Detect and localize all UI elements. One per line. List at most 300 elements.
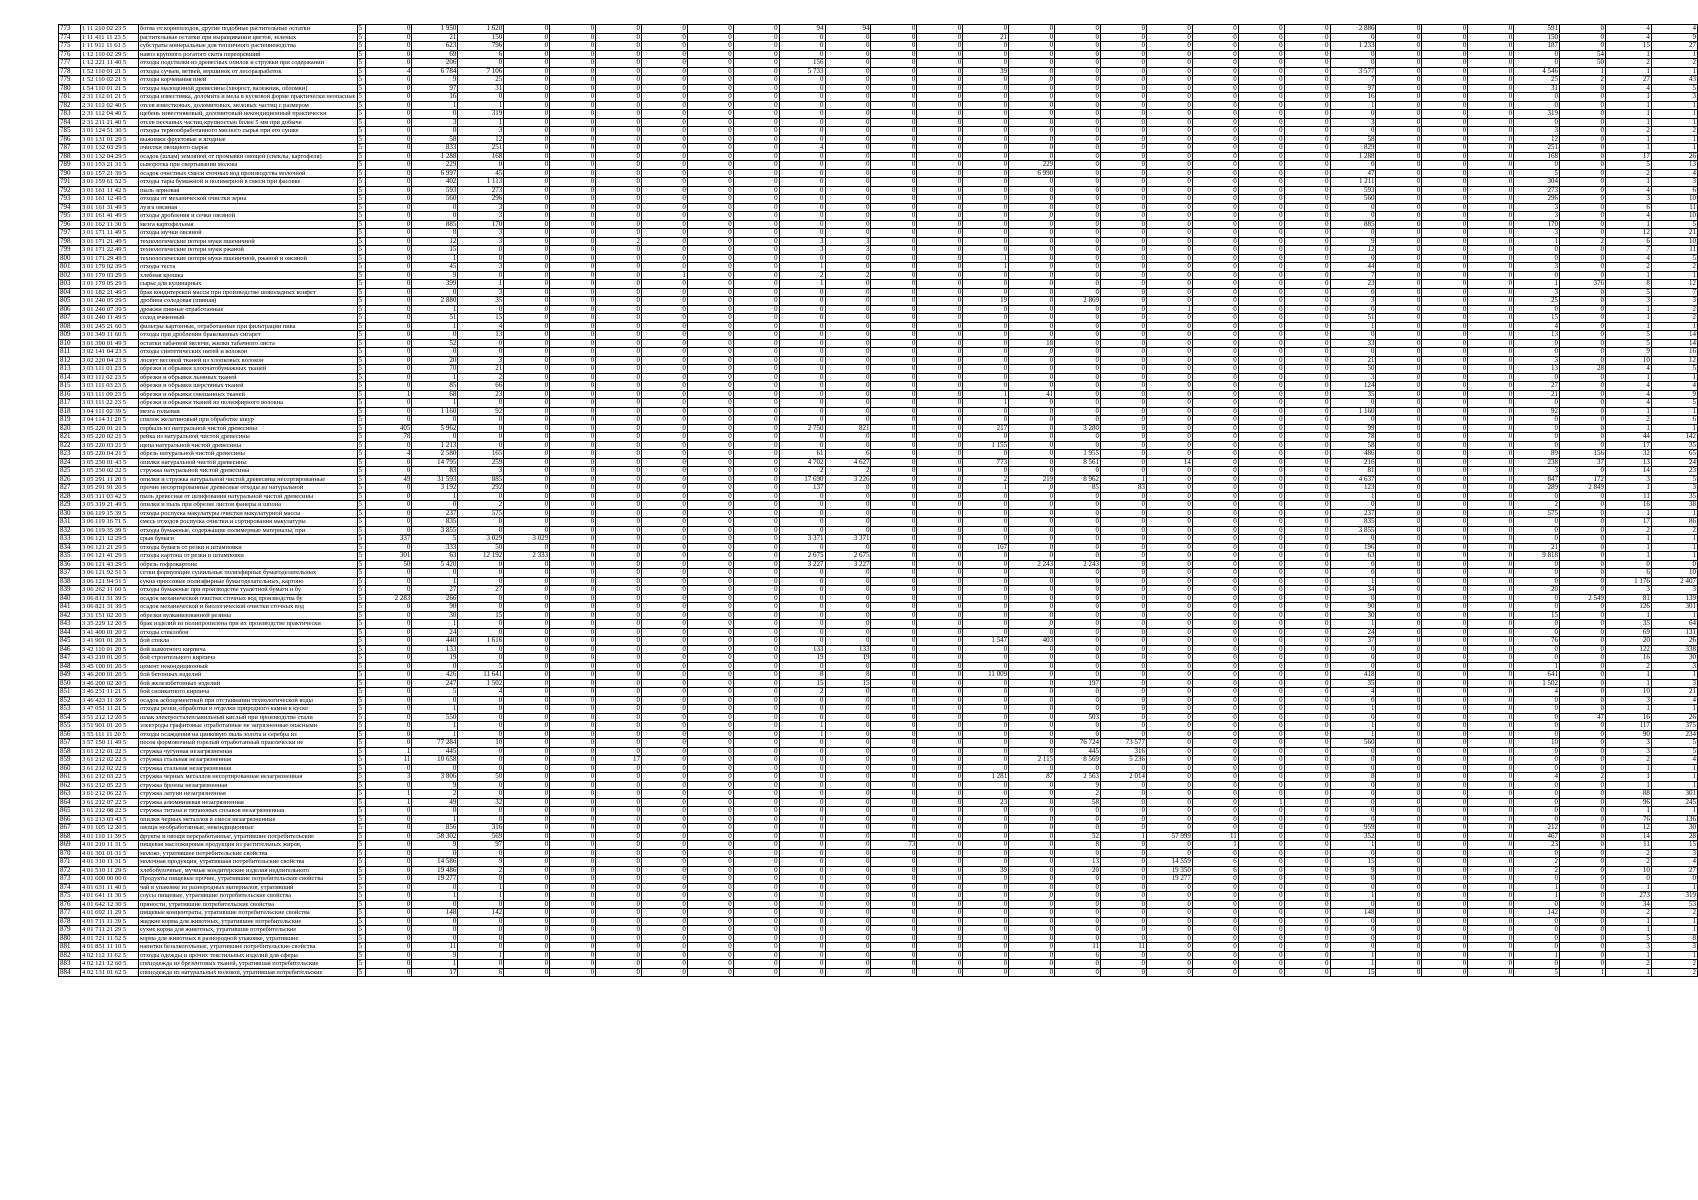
value-cell: 1	[458, 280, 504, 289]
value-cell: 0	[1376, 696, 1422, 705]
value-cell: 4	[1651, 696, 1697, 705]
value-cell: 0	[1422, 186, 1468, 195]
value-cell: 0	[1009, 382, 1055, 391]
value-cell: 3	[1330, 373, 1376, 382]
value-cell: 0	[1560, 212, 1606, 221]
value-cell: 0	[504, 696, 550, 705]
value-cell: 0	[1605, 560, 1651, 569]
waste-name-cell: ботва от корнеплодов, другие подобные растительные остатки	[138, 25, 357, 34]
table-row	[59, 807, 1698, 816]
value-cell: 0	[871, 246, 917, 255]
value-cell: 0	[1376, 594, 1422, 603]
value-cell: 27	[1514, 382, 1560, 391]
value-cell: 58 302	[412, 832, 458, 841]
waste-name-cell: дрожжи пивные отработанные	[138, 305, 357, 314]
value-cell: 0	[1101, 841, 1147, 850]
value-cell: 3	[1330, 118, 1376, 127]
value-cell: 0	[871, 382, 917, 391]
value-cell: 0	[733, 535, 779, 544]
value-cell: 0	[825, 93, 871, 102]
value-cell: 0	[1192, 662, 1238, 671]
value-cell: 0	[1009, 297, 1055, 306]
hazard-class-cell: 5	[357, 883, 366, 892]
value-cell: 1 620	[458, 25, 504, 34]
value-cell: 0	[1238, 569, 1284, 578]
value-cell: 148	[1330, 909, 1376, 918]
row-number-cell: 832	[59, 526, 81, 535]
value-cell: 0	[550, 178, 596, 187]
table-row	[59, 832, 1698, 841]
value-cell: 0	[963, 288, 1009, 297]
value-cell: 0	[550, 450, 596, 459]
value-cell: 0	[1238, 101, 1284, 110]
value-cell: 0	[1146, 917, 1192, 926]
value-cell: 0	[596, 773, 642, 782]
value-cell: 0	[550, 807, 596, 816]
value-cell: 126	[1605, 603, 1651, 612]
value-cell: 0	[550, 373, 596, 382]
value-cell: 0	[1468, 552, 1514, 561]
value-cell: 0	[1376, 535, 1422, 544]
value-cell: 0	[1146, 518, 1192, 527]
value-cell: 0	[1101, 645, 1147, 654]
value-cell: 0	[1146, 705, 1192, 714]
value-cell: 0	[1009, 254, 1055, 263]
value-cell: 0	[1009, 798, 1055, 807]
value-cell: 0	[1514, 246, 1560, 255]
value-cell: 1	[1605, 93, 1651, 102]
value-cell: 0	[1376, 399, 1422, 408]
value-cell: 0	[825, 322, 871, 331]
value-cell: 0	[596, 382, 642, 391]
value-cell: 0	[504, 586, 550, 595]
value-cell: 2	[1605, 127, 1651, 136]
waste-name-cell: субстраты минеральные для тепличного растениеводства	[138, 42, 357, 51]
value-cell: 0	[1468, 577, 1514, 586]
value-cell: 12	[1605, 824, 1651, 833]
value-cell: 0	[504, 237, 550, 246]
value-cell: 21	[458, 365, 504, 374]
value-cell: 0	[825, 492, 871, 501]
value-cell: 0	[825, 152, 871, 161]
value-cell: 92	[458, 407, 504, 416]
value-cell: 1	[1605, 807, 1651, 816]
hazard-class-cell: 5	[357, 280, 366, 289]
value-cell: 0	[917, 339, 963, 348]
value-cell: 0	[1192, 917, 1238, 926]
value-cell: 0	[779, 186, 825, 195]
value-cell: 0	[779, 866, 825, 875]
value-cell: 3 855	[1330, 526, 1376, 535]
value-cell: 0	[1560, 883, 1606, 892]
value-cell: 0	[1101, 237, 1147, 246]
waste-code-cell: 3 46 200 02 20 5	[80, 679, 138, 688]
value-cell: 0	[1514, 798, 1560, 807]
value-cell: 0	[1146, 764, 1192, 773]
value-cell: 0	[1330, 416, 1376, 425]
value-cell: 0	[1192, 178, 1238, 187]
value-cell: 0	[1192, 50, 1238, 59]
value-cell: 0	[1009, 841, 1055, 850]
value-cell: 0	[1101, 909, 1147, 918]
value-cell: 0	[1055, 628, 1101, 637]
value-cell: 0	[1192, 492, 1238, 501]
table-row	[59, 322, 1698, 331]
value-cell: 0	[1514, 526, 1560, 535]
value-cell: 301	[1651, 790, 1697, 799]
value-cell: 0	[504, 246, 550, 255]
value-cell: 2	[1605, 526, 1651, 535]
value-cell: 0	[504, 934, 550, 943]
value-cell: 0	[596, 628, 642, 637]
table-row	[59, 815, 1698, 824]
value-cell: 0	[1238, 373, 1284, 382]
hazard-class-cell: 5	[357, 127, 366, 136]
value-cell: 0	[366, 93, 412, 102]
value-cell: 2	[1651, 127, 1697, 136]
value-cell: 0	[871, 960, 917, 969]
value-cell: 30	[412, 611, 458, 620]
value-cell: 0	[825, 84, 871, 93]
value-cell: 0	[1284, 271, 1330, 280]
value-cell: 0	[687, 246, 733, 255]
value-cell: 0	[1192, 152, 1238, 161]
value-cell: 1	[1605, 322, 1651, 331]
value-cell: 0	[596, 875, 642, 884]
value-cell: 0	[1376, 59, 1422, 68]
value-cell: 0	[1055, 611, 1101, 620]
value-cell: 0	[1514, 764, 1560, 773]
value-cell: 0	[1376, 577, 1422, 586]
value-cell: 0	[1422, 951, 1468, 960]
value-cell: 0	[917, 586, 963, 595]
hazard-class-cell: 5	[357, 671, 366, 680]
value-cell: 0	[1055, 186, 1101, 195]
value-cell: 0	[825, 705, 871, 714]
hazard-class-cell: 5	[357, 832, 366, 841]
value-cell: 0	[1284, 416, 1330, 425]
value-cell: 0	[917, 883, 963, 892]
value-cell: 0	[1238, 637, 1284, 646]
value-cell: 0	[550, 365, 596, 374]
value-cell: 0	[1238, 33, 1284, 42]
value-cell: 0	[825, 101, 871, 110]
value-cell: 0	[871, 433, 917, 442]
value-cell: 0	[917, 135, 963, 144]
value-cell: 0	[504, 390, 550, 399]
table-row	[59, 883, 1698, 892]
value-cell: 0	[963, 628, 1009, 637]
waste-name-cell: обрезки и обрывки смешанных тканей	[138, 390, 357, 399]
value-cell: 418	[1330, 671, 1376, 680]
value-cell: 1 160	[412, 407, 458, 416]
table-row	[59, 237, 1698, 246]
value-cell: 0	[641, 943, 687, 952]
value-cell: 0	[963, 900, 1009, 909]
row-number-cell: 793	[59, 195, 81, 204]
value-cell: 0	[1238, 424, 1284, 433]
value-cell: 4	[1605, 399, 1651, 408]
value-cell: 0	[1238, 926, 1284, 935]
value-cell: 0	[1376, 390, 1422, 399]
value-cell: 0	[641, 399, 687, 408]
value-cell: 0	[963, 305, 1009, 314]
value-cell: 168	[458, 152, 504, 161]
value-cell: 9	[412, 781, 458, 790]
value-cell: 0	[1376, 628, 1422, 637]
row-number-cell: 884	[59, 968, 81, 977]
value-cell: 0	[963, 50, 1009, 59]
value-cell: 0	[871, 501, 917, 510]
value-cell: 0	[504, 322, 550, 331]
value-cell: 0	[366, 824, 412, 833]
value-cell: 0	[1238, 909, 1284, 918]
row-number-cell: 788	[59, 152, 81, 161]
value-cell: 0	[1284, 569, 1330, 578]
value-cell: 0	[1422, 798, 1468, 807]
value-cell: 0	[550, 773, 596, 782]
value-cell: 0	[1376, 841, 1422, 850]
value-cell: 0	[550, 203, 596, 212]
value-cell: 0	[733, 569, 779, 578]
value-cell: 0	[1101, 424, 1147, 433]
value-cell: 0	[1192, 263, 1238, 272]
value-cell: 3	[779, 237, 825, 246]
waste-name-cell: стружка черных металлов несортированная незагрязненная	[138, 773, 357, 782]
value-cell: 0	[963, 620, 1009, 629]
value-cell: 0	[825, 161, 871, 170]
waste-name-cell: брак кондитерской массы при производстве шоколадных конфет	[138, 288, 357, 297]
value-cell: 0	[1514, 628, 1560, 637]
value-cell: 0	[504, 713, 550, 722]
value-cell: 117	[1605, 722, 1651, 731]
value-cell: 0	[504, 399, 550, 408]
value-cell: 0	[641, 212, 687, 221]
value-cell: 0	[1468, 645, 1514, 654]
value-cell: 37	[1330, 637, 1376, 646]
value-cell: 0	[1146, 178, 1192, 187]
value-cell: 0	[779, 705, 825, 714]
value-cell: 0	[1101, 875, 1147, 884]
value-cell: 0	[963, 433, 1009, 442]
value-cell: 0	[825, 577, 871, 586]
value-cell: 0	[1055, 220, 1101, 229]
value-cell: 0	[596, 883, 642, 892]
table-row	[59, 569, 1698, 578]
value-cell: 15	[1651, 841, 1697, 850]
value-cell: 0	[1560, 263, 1606, 272]
value-cell: 0	[1422, 339, 1468, 348]
waste-name-cell: сетки формующие сушильные полиэфирные бумагоделательных	[138, 569, 357, 578]
value-cell: 0	[1468, 875, 1514, 884]
value-cell: 0	[963, 569, 1009, 578]
value-cell: 2 580	[412, 450, 458, 459]
table-row	[59, 824, 1698, 833]
row-number-cell: 789	[59, 161, 81, 170]
value-cell: 0	[1101, 968, 1147, 977]
value-cell: 0	[1192, 305, 1238, 314]
value-cell: 0	[641, 467, 687, 476]
value-cell: 0	[917, 407, 963, 416]
value-cell: 0	[1468, 237, 1514, 246]
value-cell: 0	[1284, 220, 1330, 229]
value-cell: 337	[366, 535, 412, 544]
value-cell: 0	[917, 297, 963, 306]
value-cell: 0	[1376, 186, 1422, 195]
value-cell: 0	[458, 620, 504, 629]
waste-code-cell: 3 01 161 12 49 5	[80, 195, 138, 204]
value-cell: 0	[504, 509, 550, 518]
value-cell: 0	[550, 764, 596, 773]
value-cell: 0	[1284, 747, 1330, 756]
value-cell: 0	[917, 849, 963, 858]
value-cell: 0	[1146, 416, 1192, 425]
table-row	[59, 271, 1698, 280]
value-cell: 0	[1238, 93, 1284, 102]
value-cell: 0	[458, 917, 504, 926]
value-cell: 0	[963, 271, 1009, 280]
value-cell: 0	[641, 348, 687, 357]
value-cell: 0	[917, 441, 963, 450]
value-cell: 0	[366, 110, 412, 119]
value-cell: 0	[641, 662, 687, 671]
value-cell: 0	[550, 467, 596, 476]
value-cell: 0	[550, 382, 596, 391]
row-number-cell: 783	[59, 110, 81, 119]
value-cell: 90	[1605, 730, 1651, 739]
value-cell: 2 886	[1330, 25, 1376, 34]
value-cell: 0	[1146, 339, 1192, 348]
value-cell: 1	[1651, 110, 1697, 119]
waste-code-cell: 3 04 114 11 20 5	[80, 416, 138, 425]
row-number-cell: 859	[59, 756, 81, 765]
value-cell: 0	[366, 620, 412, 629]
value-cell: 0	[1146, 67, 1192, 76]
value-cell: 0	[1238, 271, 1284, 280]
value-cell: 0	[1101, 543, 1147, 552]
value-cell: 0	[1192, 560, 1238, 569]
value-cell: 0	[1055, 467, 1101, 476]
value-cell: 0	[1146, 807, 1192, 816]
value-cell: 0	[1238, 186, 1284, 195]
value-cell: 33	[1330, 339, 1376, 348]
value-cell: 0	[871, 356, 917, 365]
value-cell: 0	[871, 263, 917, 272]
value-cell: 0	[1422, 135, 1468, 144]
value-cell: 0	[550, 917, 596, 926]
value-cell: 0	[917, 509, 963, 518]
value-cell: 0	[504, 654, 550, 663]
value-cell: 24	[1651, 458, 1697, 467]
hazard-class-cell: 5	[357, 356, 366, 365]
value-cell: 0	[963, 365, 1009, 374]
value-cell: 0	[1422, 756, 1468, 765]
value-cell: 0	[504, 271, 550, 280]
value-cell: 0	[1284, 526, 1330, 535]
value-cell: 0	[1514, 926, 1560, 935]
value-cell: 0	[596, 713, 642, 722]
table-row	[59, 968, 1698, 977]
value-cell: 0	[366, 161, 412, 170]
value-cell: 0	[871, 365, 917, 374]
waste-code-cell: 3 45 100 01 20 5	[80, 662, 138, 671]
value-cell: 69	[1605, 628, 1651, 637]
value-cell: 35	[1651, 492, 1697, 501]
value-cell: 0	[687, 543, 733, 552]
value-cell: 0	[871, 832, 917, 841]
value-cell: 0	[1192, 594, 1238, 603]
value-cell: 0	[641, 586, 687, 595]
value-cell: 0	[596, 586, 642, 595]
value-cell: 0	[1146, 671, 1192, 680]
value-cell: 11	[1605, 492, 1651, 501]
value-cell: 0	[1192, 297, 1238, 306]
row-number-cell: 786	[59, 135, 81, 144]
waste-name-cell: электроды графитовые отработанные не загрязненные опасными	[138, 722, 357, 731]
value-cell: 0	[1560, 747, 1606, 756]
value-cell: 0	[1101, 382, 1147, 391]
value-cell: 0	[1009, 781, 1055, 790]
waste-name-cell: осадок очистных смеси сточных вод производства молочной	[138, 169, 357, 178]
value-cell: 0	[1514, 917, 1560, 926]
value-cell: 0	[871, 875, 917, 884]
value-cell: 148	[412, 909, 458, 918]
value-cell: 0	[1376, 662, 1422, 671]
waste-name-cell: цемент некондиционный	[138, 662, 357, 671]
hazard-class-cell: 5	[357, 322, 366, 331]
value-cell: 0	[779, 161, 825, 170]
hazard-class-cell: 5	[357, 42, 366, 51]
hazard-class-cell: 5	[357, 382, 366, 391]
value-cell: 0	[1376, 33, 1422, 42]
waste-name-cell: опилки и стружка натуральной чистой древесины несортированные	[138, 475, 357, 484]
value-cell: 0	[1146, 50, 1192, 59]
value-cell: 0	[641, 356, 687, 365]
value-cell: 0	[1422, 424, 1468, 433]
value-cell: 0	[596, 739, 642, 748]
value-cell: 0	[504, 620, 550, 629]
value-cell: 0	[1101, 305, 1147, 314]
value-cell: 0	[687, 688, 733, 697]
value-cell: 0	[1376, 543, 1422, 552]
value-cell: 0	[871, 603, 917, 612]
value-cell: 0	[871, 110, 917, 119]
value-cell: 3	[1514, 127, 1560, 136]
value-cell: 0	[1192, 620, 1238, 629]
value-cell: 0	[550, 611, 596, 620]
value-cell: 0	[1238, 212, 1284, 221]
value-cell: 0	[1376, 645, 1422, 654]
value-cell: 0	[917, 484, 963, 493]
row-number-cell: 848	[59, 662, 81, 671]
hazard-class-cell: 5	[357, 926, 366, 935]
table-row	[59, 654, 1698, 663]
waste-code-cell: 3 05 220 01 21 5	[80, 424, 138, 433]
value-cell: 0	[825, 909, 871, 918]
value-cell: 0	[1376, 764, 1422, 773]
value-cell: 0	[1238, 467, 1284, 476]
value-cell: 0	[1238, 169, 1284, 178]
hazard-class-cell: 5	[357, 951, 366, 960]
value-cell: 0	[1101, 960, 1147, 969]
value-cell: 1	[366, 390, 412, 399]
value-cell: 1	[1238, 798, 1284, 807]
value-cell: 50	[1330, 365, 1376, 374]
value-cell: 3 806	[412, 773, 458, 782]
value-cell: 13	[1514, 331, 1560, 340]
value-cell: 0	[1560, 518, 1606, 527]
value-cell: 0	[1330, 161, 1376, 170]
